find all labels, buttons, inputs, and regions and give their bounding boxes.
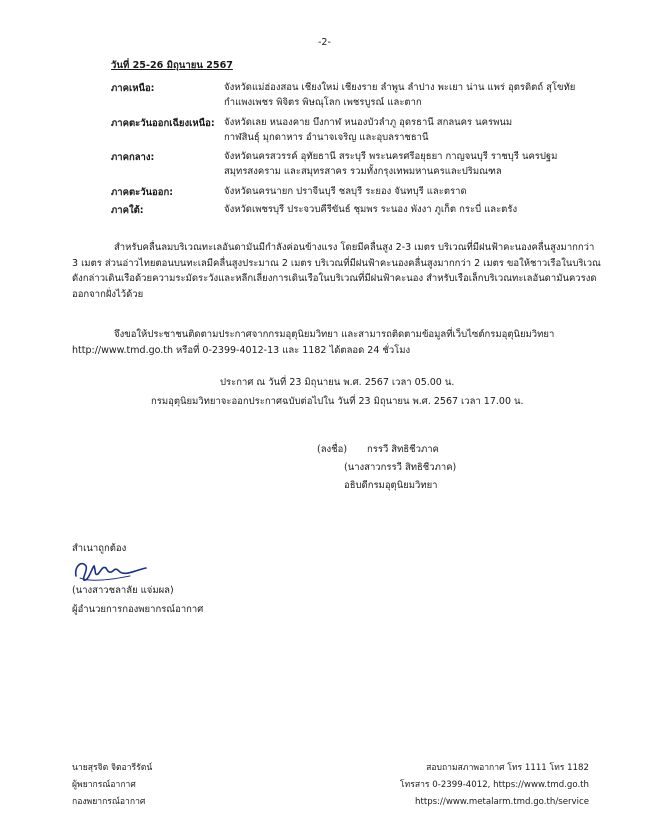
certified-name: (นางสาวชลาลัย แจ่มผล) bbox=[72, 585, 174, 596]
region-provinces-east-1: จังหวัดนครนายก ปราจีนบุรี ชลบุรี ระยอง จันทบุรี และตราด bbox=[224, 186, 467, 197]
waves-line-3: ดังกล่าวเดินเรือด้วยความระมัดระวังและหลีกเลี่ยงการเดินเรือในบริเวณที่มีฝนฟ้าคะนอง สำหรับเรือเล็กบริเวณทะเลอันดามันควรงด bbox=[72, 273, 597, 284]
follow-line-1: จึงขอให้ประชาชนติดตามประกาศจากกรมอุตุนิยมวิทยา และสามารถติดตามข้อมูลที่เว็บไซต์กรมอุตุนิยมวิทยา bbox=[114, 329, 555, 340]
region-provinces-central-1: จังหวัดนครสวรรค์ อุทัยธานี สระบุรี พระนครศรีอยุธยา กาญจนบุรี ราชบุรี นครปฐม bbox=[224, 151, 558, 162]
footer-division: กองพยากรณ์อากาศ bbox=[72, 797, 146, 807]
signer-position: อธิบดีกรมอุตุนิยมวิทยา bbox=[344, 480, 438, 491]
waves-paragraph bbox=[72, 240, 601, 302]
region-label-central: ภาคกลาง: bbox=[111, 152, 155, 163]
footer-contact-fax: โทรสาร 0-2399-4012, https://www.tmd.go.th bbox=[399, 780, 589, 790]
waves-line-4: ออกจากฝั่งไว้ด้วย bbox=[72, 288, 144, 300]
page-number: -2- bbox=[318, 37, 331, 48]
follow-paragraph bbox=[72, 327, 592, 358]
certified-position: ผู้อำนวยการกองพยากรณ์อากาศ bbox=[72, 604, 204, 615]
region-label-south: ภาคใต้: bbox=[111, 205, 144, 216]
handwritten-signature bbox=[70, 556, 150, 586]
signer-full-name: (นางสาวกรรวี สิทธิชีวภาค) bbox=[344, 462, 457, 473]
region-provinces-northeast-1: จังหวัดเลย หนองคาย บึงกาฬ หนองบัวลำภู อุดรธานี สกลนคร นครพนม bbox=[224, 117, 513, 128]
signed-prefix: (ลงชื่อ) bbox=[317, 444, 348, 455]
certified-label: สำเนาถูกต้อง bbox=[72, 543, 127, 554]
announce-time: ประกาศ ณ วันที่ 23 มิถุนายน พ.ศ. 2567 เวลา 05.00 น. bbox=[220, 377, 455, 388]
waves-line-2: 3 เมตร ส่วนอ่าวไทยตอนบนทะเลมีคลื่นสูงประมาณ 2 เมตร บริเวณที่มีฝนฟ้าคะนองคลื่นสูงมากกว่า 2 เมตร ขอให้ชาวเรือในบริเวณ bbox=[72, 257, 601, 269]
footer-contact-service: https://www.metalarm.tmd.go.th/service bbox=[415, 797, 589, 807]
waves-line-1: สำหรับคลื่นลมบริเวณทะเลอันดามันมีกำลังค่อนข้างแรง โดยมีคลื่นสูง 2-3 เมตร บริเวณที่มีฝนฟ้าคะนองคลื่นสูงมากกว่า bbox=[114, 242, 595, 253]
signed-name: กรรวี สิทธิชีวภาค bbox=[367, 444, 439, 455]
region-label-north: ภาคเหนือ: bbox=[111, 83, 155, 94]
footer-contact-phone: สอบถามสภาพอากาศ โทร 1111 โทร 1182 bbox=[426, 763, 589, 773]
footer-forecaster-name: นายสุรจิต จิตอารีรัตน์ bbox=[72, 763, 153, 773]
region-label-northeast: ภาคตะวันออกเฉียงเหนือ: bbox=[111, 118, 215, 129]
next-announce-time: กรมอุตุนิยมวิทยาจะออกประกาศฉบับต่อไปใน วันที่ 23 มิถุนายน พ.ศ. 2567 เวลา 17.00 น. bbox=[151, 396, 524, 407]
region-provinces-north-1: จังหวัดแม่ฮ่องสอน เชียงใหม่ เชียงราย ลำพูน ลำปาง พะเยา น่าน แพร่ อุตรดิตถ์ สุโขทัย bbox=[224, 82, 576, 93]
region-label-east: ภาคตะวันออก: bbox=[111, 187, 174, 198]
follow-line-2: http://www.tmd.go.th หรือที่ 0-2399-4012-13 และ 1182 ได้ตลอด 24 ชั่วโมง bbox=[72, 344, 411, 356]
region-provinces-central-2: สมุทรสงคราม และสมุทรสาคร รวมทั้งกรุงเทพมหานครและปริมณฑล bbox=[224, 166, 502, 177]
region-provinces-northeast-2: กาฬสินธุ์ มุกดาหาร อำนาจเจริญ และอุบลราชธานี bbox=[224, 132, 429, 143]
footer-forecaster-title: ผู้พยากรณ์อากาศ bbox=[72, 780, 136, 790]
region-provinces-north-2: กำแพงเพชร พิจิตร พิษณุโลก เพชรบูรณ์ และตาก bbox=[224, 97, 422, 108]
region-provinces-south-1: จังหวัดเพชรบุรี ประจวบคีรีขันธ์ ชุมพร ระนอง พังงา ภูเก็ต กระบี่ และตรัง bbox=[224, 204, 518, 215]
date-heading: วันที่ 25-26 มิถุนายน 2567 bbox=[111, 60, 233, 71]
